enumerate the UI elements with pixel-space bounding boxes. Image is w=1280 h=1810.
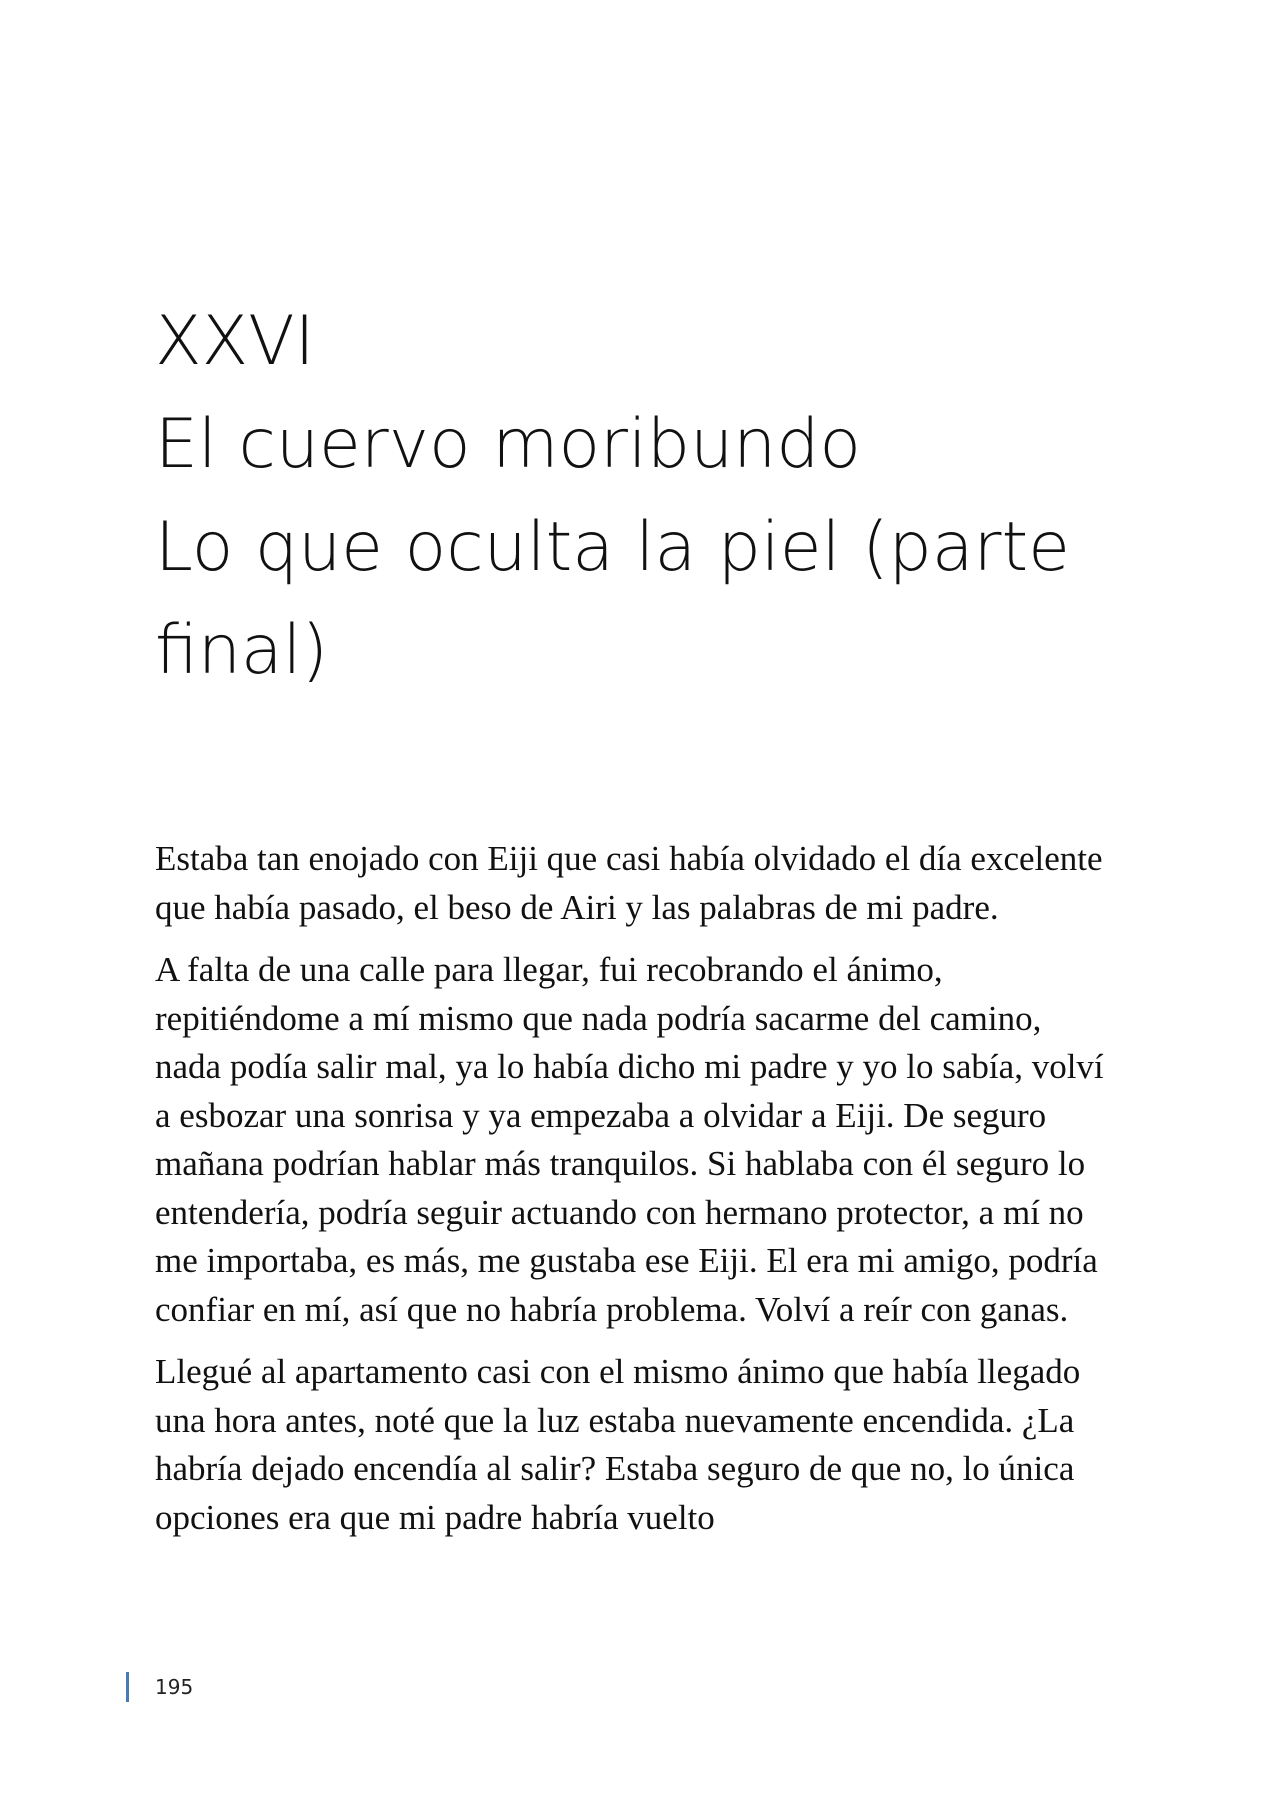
paragraph: Llegué al apartamento casi con el mismo ánimo que había llegado una hora antes, noté que la luz estaba nuevamente encendida. ¿La habría dejado encendía al salir? Estaba seguro de que no, lo única opciones era que mi padre habría vuelto bbox=[155, 1352, 1081, 1537]
page-number: 195 bbox=[155, 1675, 194, 1699]
body-text bbox=[155, 835, 1115, 1556]
paragraph: Estaba tan enojado con Eiji que casi había olvidado el día excelente que había pasado, el beso de Airi y las palabras de mi padre. bbox=[155, 839, 1103, 927]
footer-accent-bar bbox=[126, 1672, 129, 1702]
chapter-subtitle-line-2: final) bbox=[155, 611, 329, 690]
chapter-title: El cuervo moribundo bbox=[155, 405, 862, 484]
paragraph: A falta de una calle para llegar, fui recobrando el ánimo, repitiéndome a mí mismo que nada podría sacarme del camino, nada podía salir mal, ya lo había dicho mi padre y yo lo sabía, volví a esbozar una sonrisa y ya empezaba a olvidar a Eiji. De seguro mañana podrían hablar más tranquilos. Si hablaba con él seguro lo entendería, podría seguir actuando con hermano protector, a mí no me importaba, es más, me gustaba ese Eiji. El era mi amigo, podría confiar en mí, así que no habría problema. Volví a reír con ganas. bbox=[155, 950, 1104, 1329]
chapter-subtitle-line-1: Lo que oculta la piel (parte bbox=[155, 508, 1070, 587]
chapter-heading bbox=[155, 290, 1115, 702]
page-footer bbox=[126, 1672, 193, 1702]
chapter-number: XXVI bbox=[155, 302, 315, 381]
